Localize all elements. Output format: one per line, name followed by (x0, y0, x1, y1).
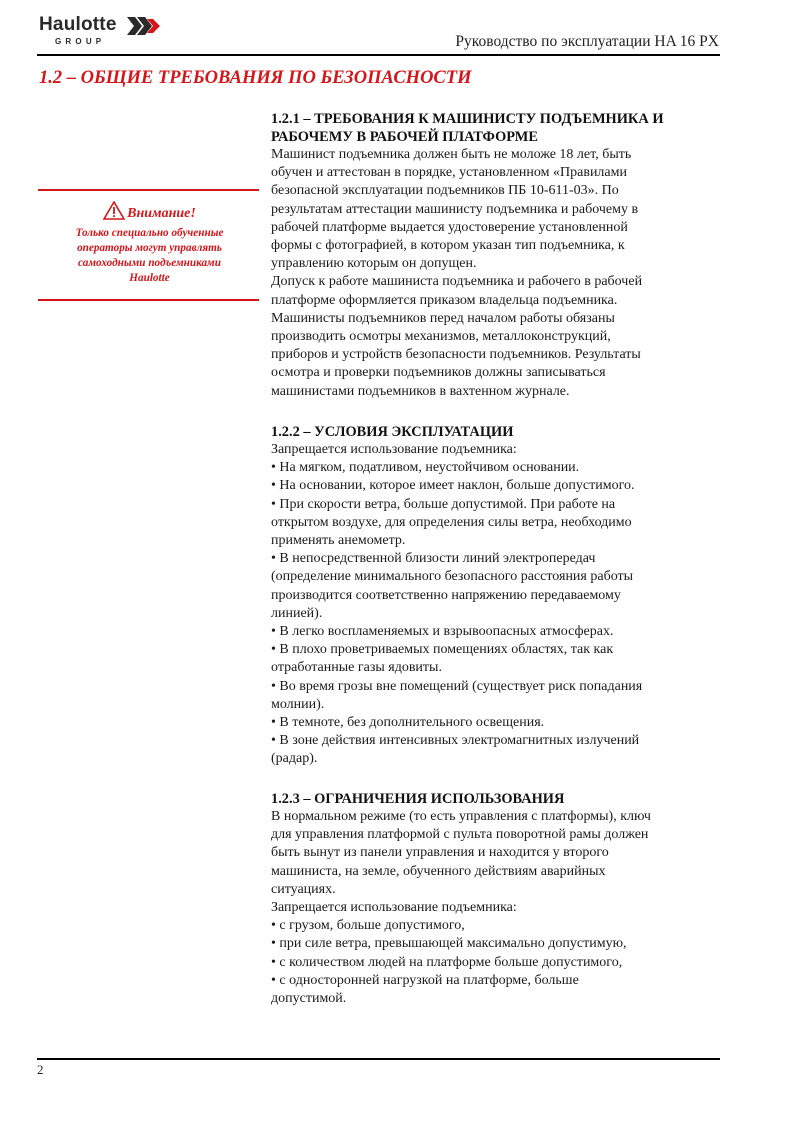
section-heading: 1.2 – ОБЩИЕ ТРЕБОВАНИЯ ПО БЕЗОПАСНОСТИ (39, 68, 472, 88)
warning-line: операторы могут управлять (77, 242, 222, 254)
section-1-2-1 (271, 110, 721, 401)
logo-group-text: GROUP (55, 37, 106, 46)
warning-top-divider (38, 189, 259, 191)
text-line: • с количеством людей на платформе больше допустимого, (271, 954, 623, 970)
warning-bottom-divider (38, 299, 259, 301)
text-line: для управления платформой с пульта поворотной рамы должен (271, 827, 649, 843)
text-line: рабочей платформе выдается удостоверение установленной (271, 219, 628, 235)
text-line: быть вынут из панели управления и находится у второго (271, 845, 609, 861)
text-line: Машинист подъемника должен быть не моложе 18 лет, быть (271, 147, 632, 162)
text-line: формы с фотографией, в котором указан тип подъемника, к (271, 238, 625, 254)
text-line: Запрещается использование подъемника: (271, 442, 517, 457)
text-line: допустимой. (271, 991, 347, 1007)
text-line: (радар). (271, 751, 318, 767)
text-line: • На основании, которое имеет наклон, больше допустимого. (271, 478, 635, 494)
text-line: обучен и аттестован в порядке, установленном «Правилами (271, 165, 627, 181)
footer-divider (37, 1058, 720, 1060)
warning-line: самоходными подъемниками (78, 257, 221, 269)
text-line: результатам аттестации машинисту подъемника и рабочему в (271, 201, 639, 217)
text-line: ситуациях. (271, 881, 336, 897)
text-line: безопасной эксплуатации подъемников ПБ 10-611-03». По (271, 183, 619, 199)
text-line: открытом воздухе, для определения силы ветра, необходимо (271, 514, 632, 530)
subsection-heading: РАБОЧЕМУ В РАБОЧЕЙ ПЛАТФОРМЕ (271, 129, 538, 145)
text-line: • с грузом, больше допустимого, (271, 918, 465, 934)
text-line: • Во время грозы вне помещений (существует риск попадания (271, 678, 643, 694)
text-line: платформе оформляется приказом владельца подъемника. (271, 292, 618, 308)
warning-text (40, 226, 259, 286)
text-line: В нормальном режиме (то есть управления с платформы), ключ (271, 809, 651, 824)
text-line: приборов и устройств безопасности подъемников. Результаты (271, 347, 641, 363)
text-line: (определение минимального безопасного расстояния работы (271, 569, 634, 585)
text-line: • При скорости ветра, больше допустимой. При работе на (271, 496, 616, 512)
text-line: • На мягком, податливом, неустойчивом основании. (271, 460, 580, 476)
section-1-2-2 (271, 423, 721, 769)
warning-line: Только специально обученные (75, 227, 224, 239)
text-line: отработанные газы ядовиты. (271, 660, 442, 676)
text-line: • при силе ветра, превышающей максимально допустимую, (271, 936, 627, 952)
subsection-heading: 1.2.1 – ТРЕБОВАНИЯ К МАШИНИСТУ ПОДЪЕМНИКА И (271, 111, 664, 127)
text-line: применять анемометр. (271, 533, 406, 549)
subsection-heading: 1.2.3 – ОГРАНИЧЕНИЯ ИСПОЛЬЗОВАНИЯ (271, 791, 565, 807)
text-line: • с односторонней нагрузкой на платформе, больше (271, 972, 579, 988)
text-line: машиниста, на земле, обученного действиям аварийных (271, 863, 606, 879)
text-line: • В темноте, без дополнительного освещения. (271, 715, 545, 731)
text-line: Машинисты подъемников перед началом работы обязаны (271, 310, 615, 326)
text-line: • В плохо проветриваемых помещениях областях, так как (271, 642, 614, 658)
text-line: производится соответственно напряжению передаваемому (271, 587, 621, 603)
logo-chevron-icon (127, 16, 161, 36)
text-line: • В непосредственной близости линий электропередач (271, 551, 596, 567)
haulotte-logo (39, 14, 169, 48)
text-line: Допуск к работе машиниста подъемника и рабочего в рабочей (271, 274, 643, 290)
text-line: машинистами подъемников в вахтенном журнале. (271, 383, 570, 399)
text-line: управлению которым он допущен. (271, 256, 477, 272)
warning-title (40, 201, 259, 222)
text-line: осмотра и проверки подъемников должны записываться (271, 365, 606, 381)
text-line: молнии). (271, 696, 325, 712)
section-1-2-3 (271, 790, 721, 1008)
text-line: линией). (271, 605, 323, 621)
text-line: • В зоне действия интенсивных электромагнитных излучений (271, 733, 640, 749)
text-line: • В легко воспламеняемых и взрывоопасных атмосферах. (271, 624, 614, 640)
text-line: Запрещается использование подъемника: (271, 900, 517, 916)
warning-line: Haulotte (129, 272, 170, 284)
warning-triangle-icon (103, 201, 125, 220)
page-number: 2 (37, 1062, 44, 1077)
logo-brand-text: Haulotte (39, 14, 117, 35)
text-line: производить осмотры механизмов, металлоконструкций, (271, 329, 611, 345)
warning-title-text: Внимание! (127, 206, 196, 221)
manual-title: Руководство по эксплуатации HA 16 PX (455, 33, 719, 50)
header-divider (37, 54, 720, 56)
subsection-heading: 1.2.2 – УСЛОВИЯ ЭКСПЛУАТАЦИИ (271, 424, 514, 440)
